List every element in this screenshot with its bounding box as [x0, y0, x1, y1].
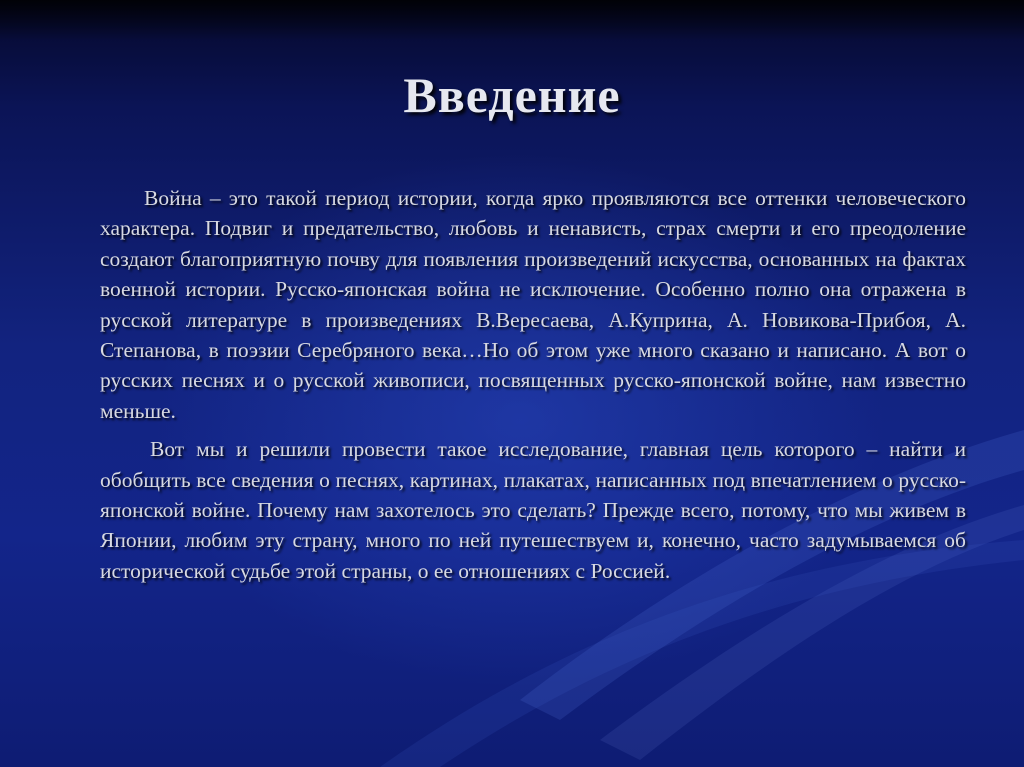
paragraph-1: Война – это такой период истории, когда ярко проявляются все оттенки человеческого характера. Подвиг и предательство, любовь и ненависть, страх смерти и его преодоление создают благоприятную почву для появления произведений искусства, основанных на фактах военной истории. Русско-японская война не исключение. Особенно полно она отражена в русской литературе в произведениях В.Вересаева, А.Куприна, А. Новикова-Прибоя, А. Степанова, в поэзии Серебряного века…Но об этом уже много сказано и написано. А вот о русских песнях и о русской живописи, посвященных русско-японской войне, нам известно меньше.: [100, 186, 966, 423]
paragraph-2: Вот мы и решили провести такое исследование, главная цель которого – найти и обобщить все сведения о песнях, картинах, плакатах, написанных под впечатлением о русско-японской войне. Почему нам захотелось это сделать? Прежде всего, потому, что мы живем в Японии, любим эту страну, много по ней путешествуем и, конечно, часто задумываемся об исторической судьбе этой страны, о ее отношениях с Россией.: [100, 437, 966, 583]
slide-title: Введение: [403, 67, 621, 123]
body-text: [100, 183, 966, 586]
